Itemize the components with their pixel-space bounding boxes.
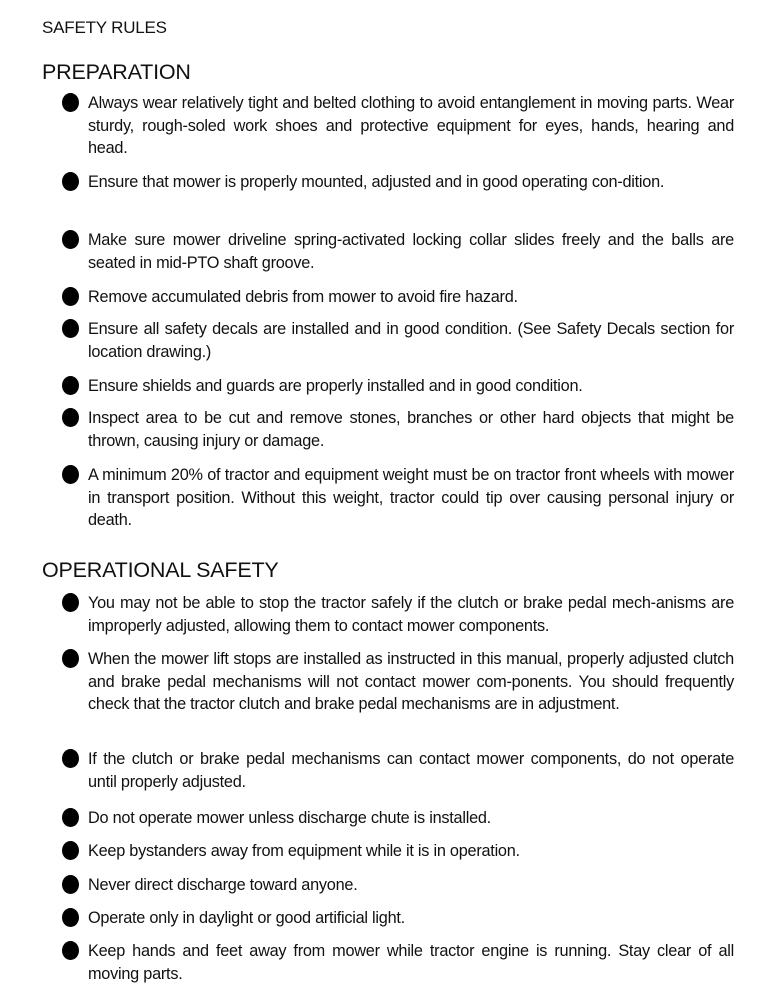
list-item: Do not operate mower unless discharge chute is installed.	[62, 807, 734, 830]
bullet-icon	[62, 230, 79, 249]
list-item: Operate only in daylight or good artificial light.	[62, 907, 734, 930]
bullet-icon	[62, 808, 79, 827]
list-item: Keep bystanders away from equipment while it is in operation.	[62, 840, 734, 863]
list-item: You may not be able to stop the tractor safely if the clutch or brake pedal mech-anisms are improperly adjusted, allowing them to contact mower components.	[62, 592, 734, 637]
list-item: Ensure shields and guards are properly installed and in good condition.	[62, 375, 734, 398]
bullet-icon	[62, 408, 79, 427]
bullet-icon	[62, 465, 79, 484]
page-header: SAFETY RULES	[42, 18, 167, 37]
bullet-icon	[62, 749, 79, 768]
list-item: Never direct discharge toward anyone.	[62, 874, 734, 897]
list-item: Always wear relatively tight and belted clothing to avoid entanglement in moving parts. Wear sturdy, rough-soled work shoes and protective equipment for eyes, hands, hearing and head.	[62, 92, 734, 160]
bullet-icon	[62, 319, 79, 338]
list-item: A minimum 20% of tractor and equipment weight must be on tractor front wheels with mower in transport position. Without this weight, tractor could tip over causing personal injury or death.	[62, 464, 734, 532]
bullet-icon	[62, 376, 79, 395]
bullet-icon	[62, 908, 79, 927]
list-item: Keep hands and feet away from mower while tractor engine is running. Stay clear of all moving parts.	[62, 940, 734, 985]
bullet-icon	[62, 93, 79, 112]
list-item: If the clutch or brake pedal mechanisms can contact mower components, do not operate until properly adjusted.	[62, 748, 734, 793]
list-item: Ensure that mower is properly mounted, adjusted and in good operating con-dition.	[62, 171, 734, 194]
bullet-icon	[62, 875, 79, 894]
bullet-icon	[62, 841, 79, 860]
section-title-preparation: PREPARATION	[42, 60, 191, 84]
section-title-operational-safety: OPERATIONAL SAFETY	[42, 558, 279, 582]
list-item: Make sure mower driveline spring-activated locking collar slides freely and the balls are seated in mid-PTO shaft groove.	[62, 229, 734, 274]
list-item: Inspect area to be cut and remove stones, branches or other hard objects that might be thrown, causing injury or damage.	[62, 407, 734, 452]
list-item: When the mower lift stops are installed as instructed in this manual, properly adjusted clutch and brake pedal mechanisms will not contact mower com-ponents. You should frequently check that the tractor clutch and brake pedal mechanisms are in adjustment.	[62, 648, 734, 716]
bullet-icon	[62, 172, 79, 191]
bullet-icon	[62, 941, 79, 960]
bullet-icon	[62, 287, 79, 306]
bullet-icon	[62, 593, 79, 612]
list-item: Ensure all safety decals are installed and in good condition. (See Safety Decals section for location drawing.)	[62, 318, 734, 363]
list-item: Remove accumulated debris from mower to avoid fire hazard.	[62, 286, 734, 309]
bullet-icon	[62, 649, 79, 668]
